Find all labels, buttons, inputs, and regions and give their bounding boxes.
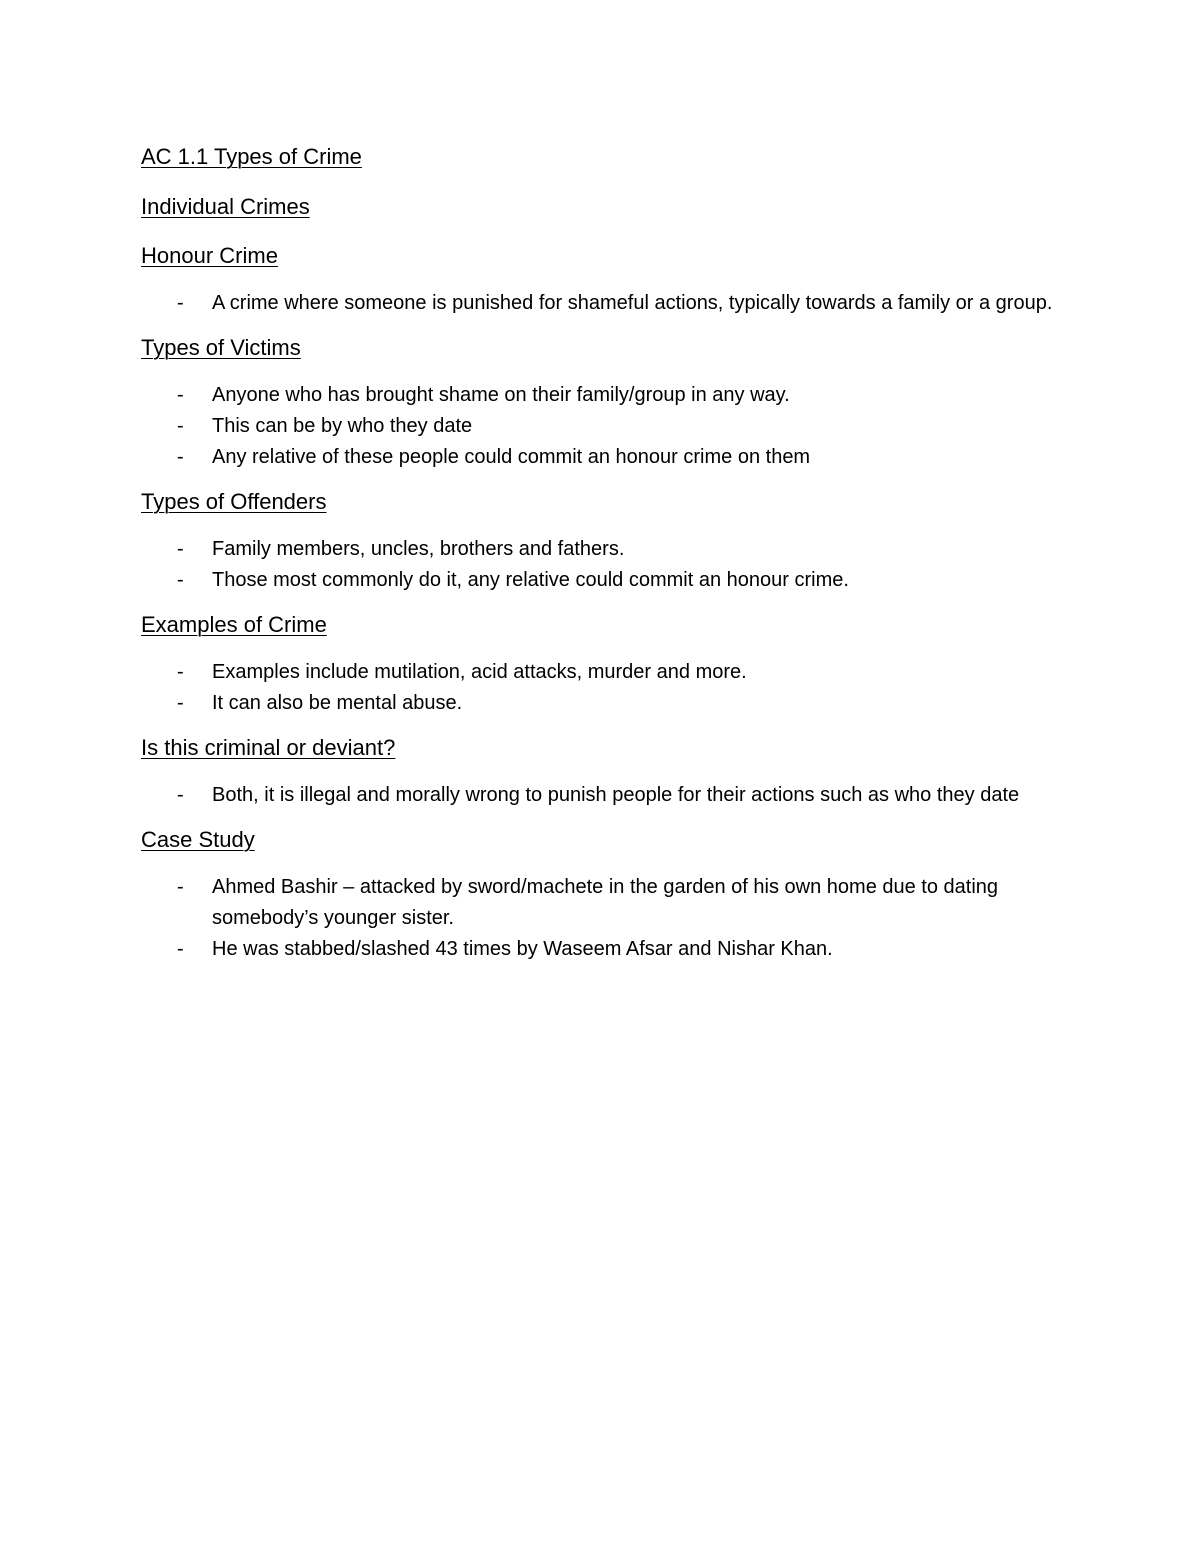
list-item: [141, 411, 1071, 442]
document-title: AC 1.1 Types of Crime: [141, 144, 362, 169]
section-list-honour-crime: [141, 288, 1071, 319]
bullet-dash: -: [177, 446, 184, 468]
list-item-text: A crime where someone is punished for shameful actions, typically towards a family or a group.: [212, 292, 1053, 314]
document-subtitle: Individual Crimes: [141, 194, 310, 219]
section-heading-honour-crime: Honour Crime: [141, 243, 278, 268]
section-heading-examples-of-crime: Examples of Crime: [141, 612, 327, 637]
list-item: [141, 688, 1071, 719]
list-item: [141, 565, 1071, 596]
list-item: [141, 442, 1071, 473]
list-item: [141, 380, 1071, 411]
list-item-text: Both, it is illegal and morally wrong to punish people for their actions such as who they date: [212, 784, 1020, 806]
list-item-text: Those most commonly do it, any relative could commit an honour crime.: [212, 569, 849, 591]
section-list-case-study: [141, 872, 1071, 965]
bullet-dash: -: [177, 876, 184, 898]
section-list-types-of-victims: [141, 380, 1071, 473]
list-item-text: Family members, uncles, brothers and fathers.: [212, 538, 625, 560]
bullet-dash: -: [177, 569, 184, 591]
section-heading-case-study: Case Study: [141, 827, 255, 852]
document-body: [141, 140, 1071, 977]
list-item: [141, 780, 1071, 811]
list-item: [141, 534, 1071, 565]
bullet-dash: -: [177, 938, 184, 960]
list-item-text: It can also be mental abuse.: [212, 692, 463, 714]
bullet-dash: -: [177, 692, 184, 714]
list-item: [141, 934, 1071, 965]
list-item-text: Any relative of these people could commit an honour crime on them: [212, 446, 811, 468]
bullet-dash: -: [177, 661, 184, 683]
list-item: [141, 657, 1071, 688]
list-item-text: Anyone who has brought shame on their family/group in any way.: [212, 384, 790, 406]
list-item-text: He was stabbed/slashed 43 times by Waseem Afsar and Nishar Khan.: [212, 938, 833, 960]
bullet-dash: -: [177, 784, 184, 806]
list-item-text: Examples include mutilation, acid attacks, murder and more.: [212, 661, 747, 683]
section-list-types-of-offenders: [141, 534, 1071, 596]
bullet-dash: -: [177, 415, 184, 437]
list-item-text: This can be by who they date: [212, 415, 473, 437]
section-list-criminal-or-deviant: [141, 780, 1071, 811]
section-list-examples-of-crime: [141, 657, 1071, 719]
section-heading-criminal-or-deviant: Is this criminal or deviant?: [141, 735, 396, 760]
list-item: [141, 872, 1071, 934]
section-heading-types-of-offenders: Types of Offenders: [141, 489, 327, 514]
bullet-dash: -: [177, 538, 184, 560]
list-item: [141, 288, 1071, 319]
list-item-text: Ahmed Bashir – attacked by sword/machete in the garden of his own home due to dating somebody’s younger sister.: [212, 876, 999, 929]
bullet-dash: -: [177, 384, 184, 406]
section-heading-types-of-victims: Types of Victims: [141, 335, 301, 360]
bullet-dash: -: [177, 292, 184, 314]
